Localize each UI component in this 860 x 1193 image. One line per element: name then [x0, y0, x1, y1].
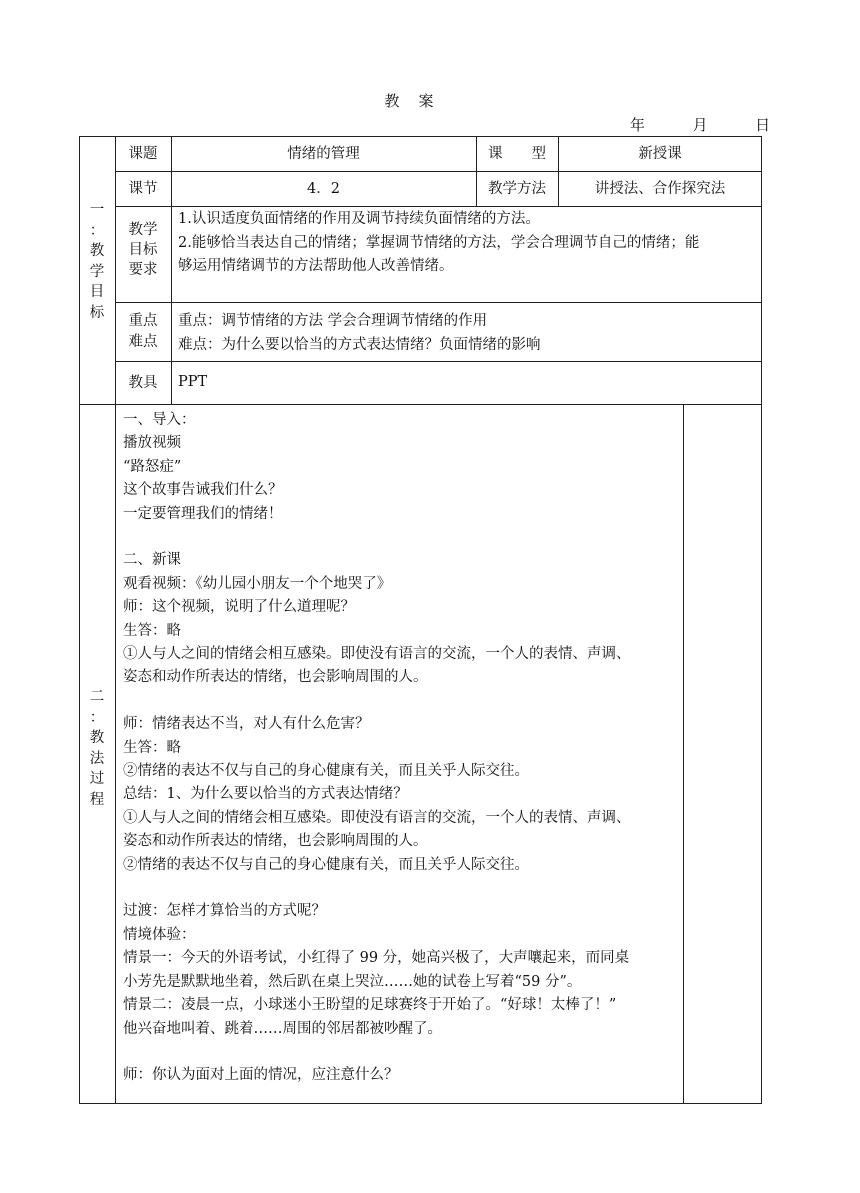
process-line: 情景一：今天的外语考试，小红得了 99 分，她高兴极了，大声嚷起来，而同桌	[123, 950, 630, 967]
divider	[115, 302, 762, 303]
tools-label: 教具	[128, 374, 158, 391]
process-line	[123, 526, 683, 549]
date-line	[630, 114, 770, 135]
process-line: 播放视频	[123, 435, 181, 452]
type-label: 课 型	[488, 145, 546, 162]
process-line: 他兴奋地叫着、跳着……周围的邻居都被吵醒了。	[123, 1020, 442, 1037]
method-value: 讲授法、合作探究法	[594, 180, 726, 197]
process-line: 师：情绪表达不当，对人有什么危害？	[123, 716, 370, 733]
process-line: 总结：1、为什么要以恰当的方式表达情绪？	[123, 786, 408, 803]
process-line	[123, 690, 683, 713]
method-label: 教学方法	[488, 180, 546, 197]
process-line: 师：这个视频，说明了什么道理呢？	[123, 599, 355, 616]
process-line: 过渡：怎样才算恰当的方式呢？	[123, 903, 326, 920]
keypoints-text: 重点：调节情绪的方法 学会合理调节情绪的作用 难点：为什么要以恰当的方式表达情绪？负面情绪的影响	[178, 313, 541, 353]
process-line: 一定要管理我们的情绪！	[123, 505, 283, 522]
process-line: “路怒症”	[123, 458, 182, 475]
keypoints-label: 重点 难点	[128, 313, 158, 350]
process-line: ①人与人之间的情绪会相互感染。即使没有语言的交流，一个人的表情、声调、	[123, 646, 631, 663]
topic-label: 课题	[128, 145, 158, 162]
process-line: 姿态和动作所表达的情绪，也会影响周围的人。	[123, 833, 428, 850]
process-line: 小芳先是默默地坐着，然后趴在桌上哭泣……她的试卷上写着“59 分”。	[123, 973, 582, 990]
process-line: ②情绪的表达不仅与自己的身心健康有关，而且关乎人际交往。	[123, 856, 529, 873]
teaching-process-text	[123, 409, 683, 1088]
divider	[683, 404, 684, 1104]
document-title: 教 案	[384, 92, 436, 110]
goals-label: 教学 目标 要求	[128, 222, 158, 278]
divider	[115, 404, 116, 1104]
process-line: 姿态和动作所表达的情绪，也会影响周围的人。	[123, 669, 428, 686]
section1-side-label: 一 ： 教 学 目 标	[89, 202, 105, 321]
process-line: ②情绪的表达不仅与自己的身心健康有关，而且关乎人际交往。	[123, 763, 529, 780]
section2-side-label: 二 ： 教 法 过 程	[89, 689, 105, 808]
process-line: 师：你认为面对上面的情况，应注意什么？	[123, 1067, 399, 1084]
process-line: 生答：略	[123, 739, 181, 756]
lesson-label: 课节	[128, 180, 158, 197]
divider	[115, 206, 762, 207]
lesson-value: 4．2	[307, 180, 340, 197]
process-line: 生答：略	[123, 622, 181, 639]
process-line: 二、新课	[123, 552, 181, 569]
topic-value: 情绪的管理	[287, 145, 360, 162]
tools-value: PPT	[178, 374, 208, 390]
process-line: 情景二：凌晨一点，小球迷小王盼望的足球赛终于开始了。“好球！太棒了！”	[123, 997, 617, 1014]
process-line	[123, 1041, 683, 1064]
process-line: ①人与人之间的情绪会相互感染。即使没有语言的交流，一个人的表情、声调、	[123, 809, 631, 826]
goals-text: 1.认识适度负面情绪的作用及调节持续负面情绪的方法。 2.能够恰当表达自己的情绪；掌握调节情绪的方法，学会合理调节自己的情绪；能 够运用情绪调节的方法帮助他人改善情绪。	[178, 211, 700, 274]
type-value: 新授课	[638, 145, 682, 162]
divider	[79, 404, 762, 405]
process-line: 情境体验：	[123, 926, 196, 943]
process-line	[123, 877, 683, 900]
date-year: 年	[630, 116, 646, 134]
process-line: 一、导入：	[123, 412, 196, 428]
process-line: 这个故事告诫我们什么？	[123, 482, 283, 499]
divider	[115, 361, 762, 362]
process-line: 观看视频：《幼儿园小朋友一个个地哭了》	[123, 575, 392, 592]
date-day: 日	[755, 116, 771, 134]
date-month: 月	[692, 116, 708, 134]
